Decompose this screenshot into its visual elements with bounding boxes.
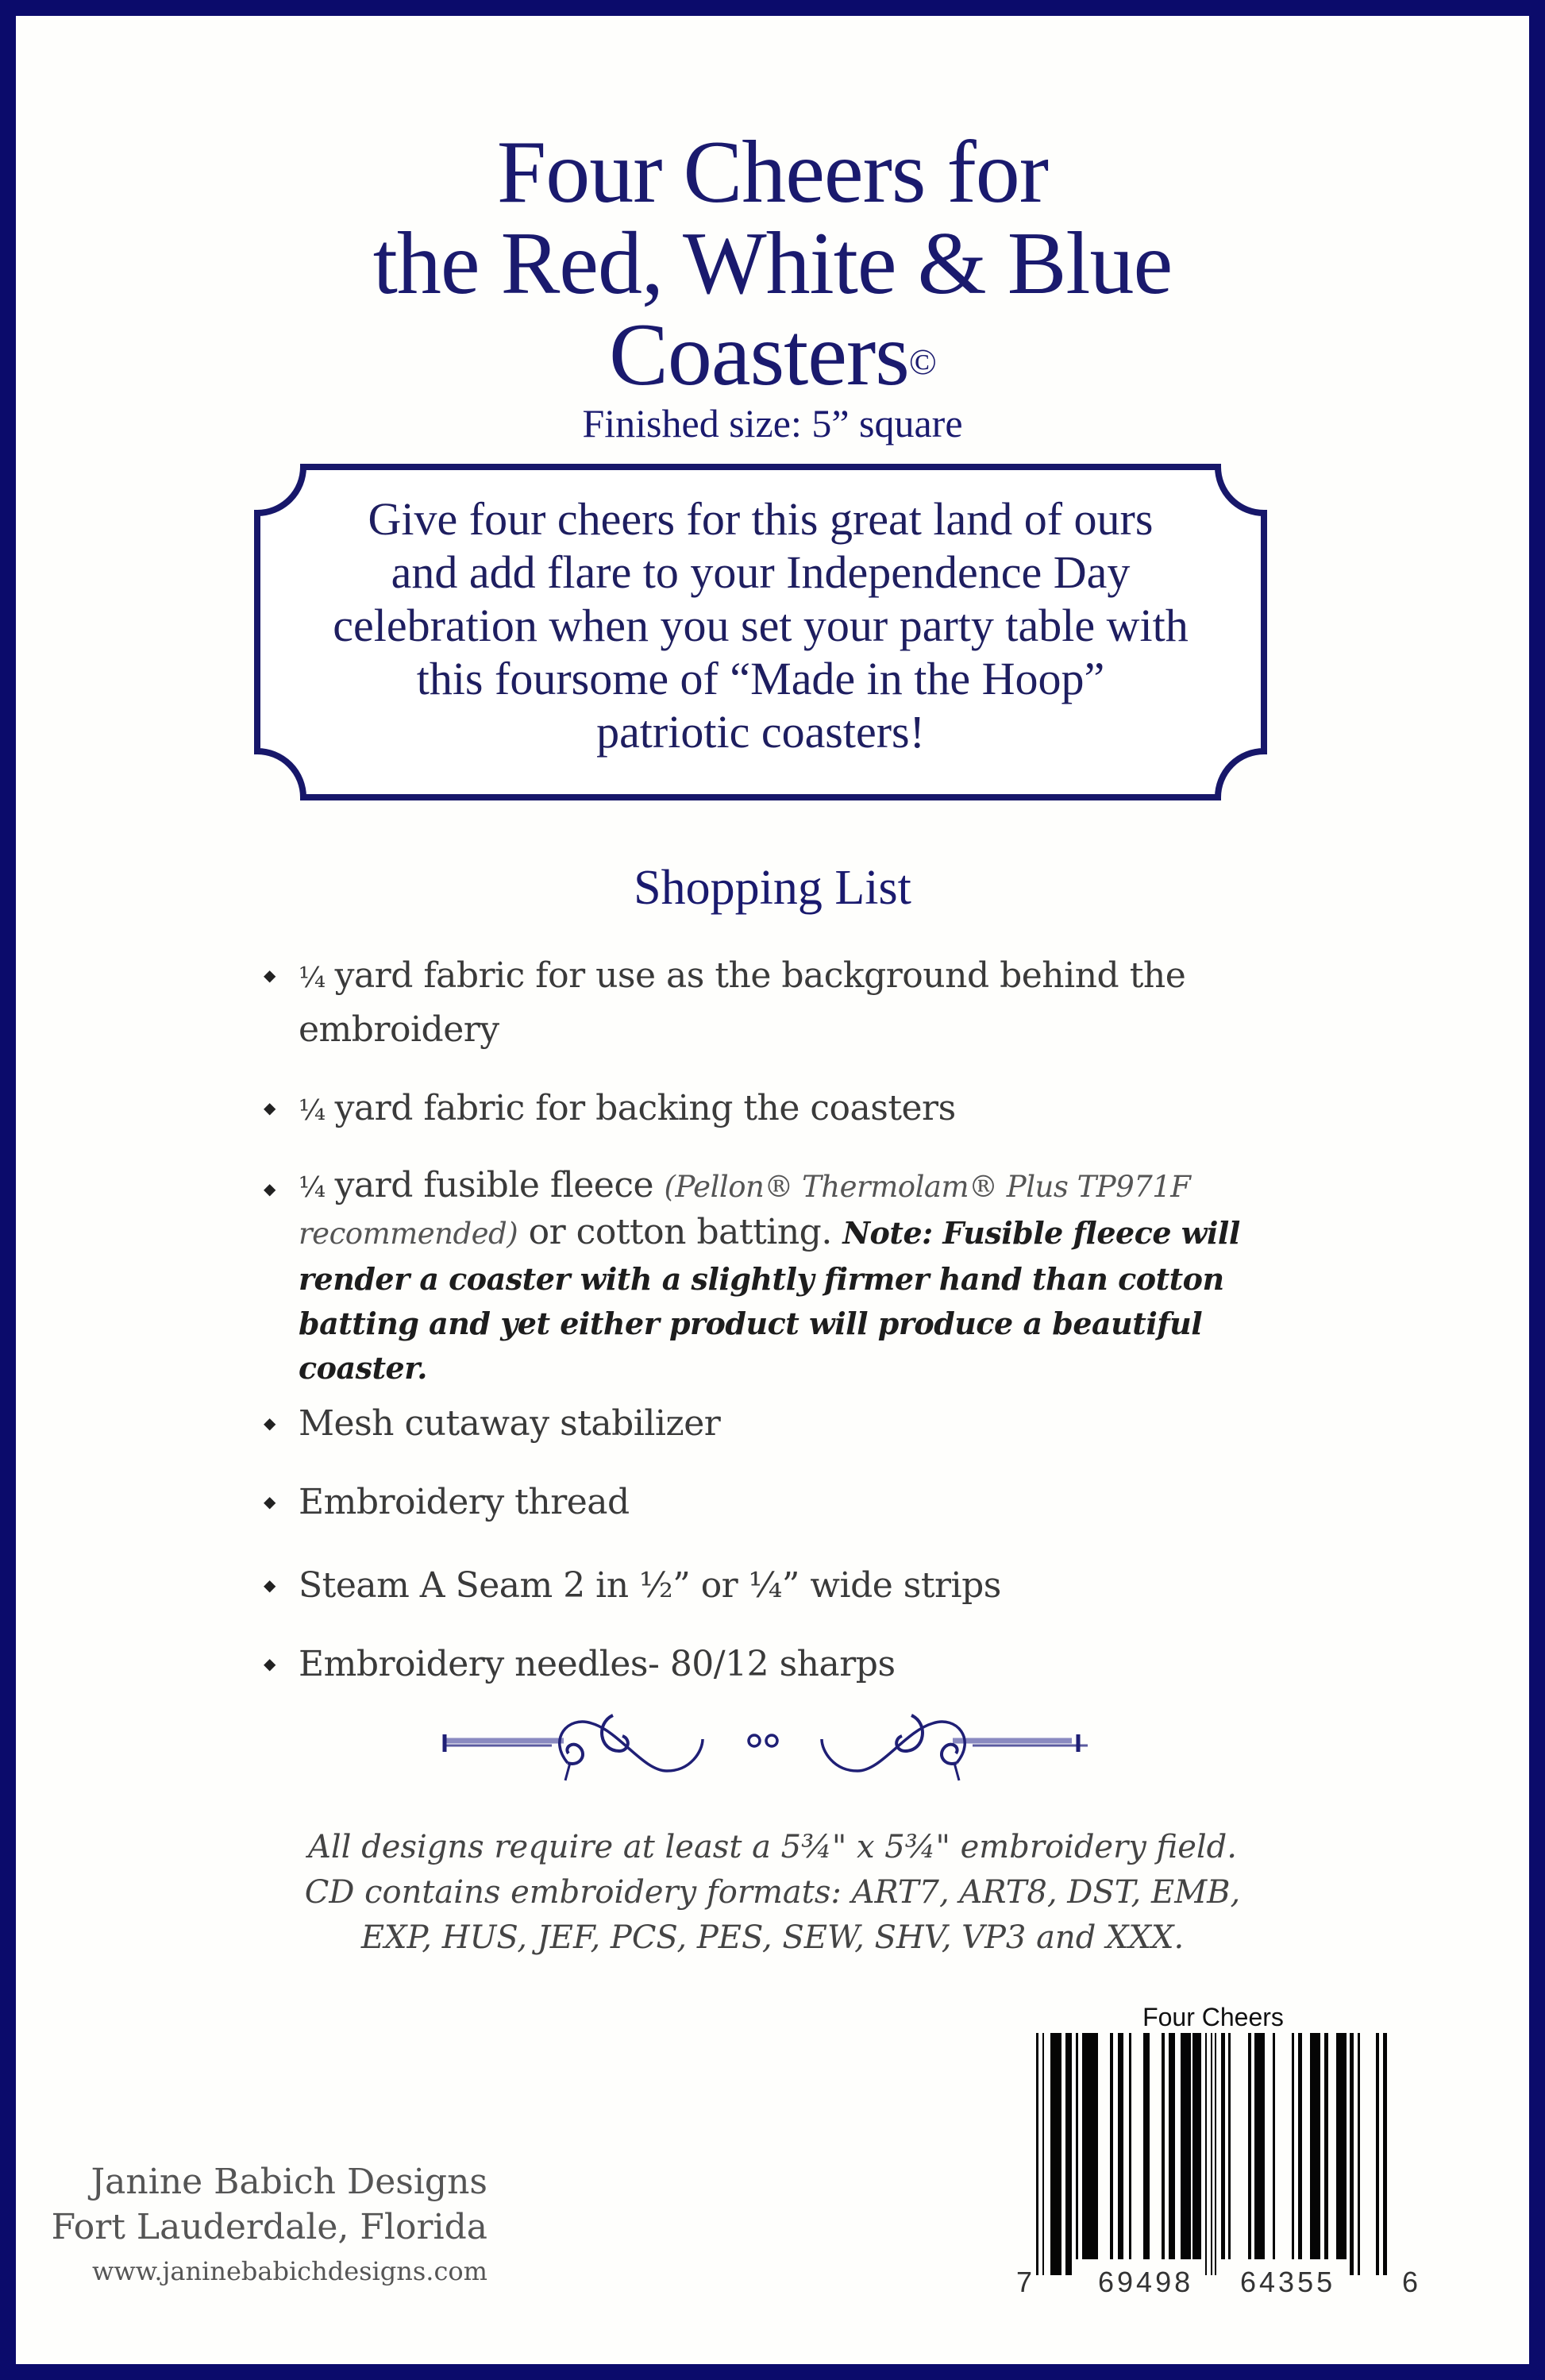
title-line-3 — [0, 306, 1545, 404]
promo-line: celebration when you set your party table with — [333, 600, 1189, 651]
product-recommendation: (Pellon® Thermolam® Plus TP971F recommended) — [299, 1170, 1191, 1251]
promo-line: this foursome of “Made in the Hoop” — [416, 653, 1105, 704]
shopping-list-heading: Shopping List — [634, 861, 911, 915]
list-item — [262, 950, 1299, 1055]
promo-line: patriotic coasters! — [596, 706, 925, 758]
list-item — [262, 1398, 1294, 1449]
formats-line-2: EXP, HUS, JEF, PCS, PES, SEW, SHV, VP3 and XXX. — [360, 1919, 1185, 1956]
publisher-website-link[interactable]: www.janinebabichdesigns.com — [91, 2256, 487, 2286]
diamond-bullet-icon: ◆ — [264, 1179, 275, 1198]
list-item-text-after: or cotton batting. — [518, 1212, 843, 1252]
fraction: ¼ — [299, 962, 325, 994]
barcode-bars-icon — [1016, 2033, 1413, 2287]
list-item-text: Mesh cutaway stabilizer — [299, 1403, 721, 1444]
publisher-name: Janine Babich Designs — [91, 2162, 487, 2202]
list-item-text: Steam A Seam 2 in ½” or ¼” wide strips — [299, 1565, 1001, 1606]
fleece-note: Note: Fusible fleece will render a coaster with a slightly firmer hand than cotton batting and yet either product will produce a beautiful coaster. — [299, 1215, 1240, 1386]
formats-line-1: CD contains embroidery formats: ART7, ART8, DST, EMB, — [304, 1874, 1241, 1911]
shopping-list — [262, 950, 1294, 1717]
barcode-digits-left: 69498 — [1098, 2266, 1194, 2298]
list-item-text: yard fusible fleece — [324, 1165, 665, 1205]
promo-line: and add flare to your Independence Day — [391, 546, 1131, 598]
list-item-text: yard fabric for use as the background behind the embroidery — [299, 955, 1186, 1050]
promo-box — [254, 464, 1267, 800]
publisher-location: Fort Lauderdale, Florida — [51, 2207, 487, 2247]
diamond-bullet-icon: ◆ — [264, 1098, 275, 1117]
list-item-text: Embroidery thread — [299, 1482, 630, 1522]
list-item — [262, 1163, 1315, 1390]
diamond-bullet-icon: ◆ — [264, 1576, 275, 1595]
barcode-digit-first: 7 — [1016, 2266, 1036, 2298]
diamond-bullet-icon: ◆ — [264, 1414, 275, 1433]
list-item — [262, 1476, 1294, 1528]
promo-text — [254, 492, 1267, 758]
list-item — [262, 1082, 1294, 1136]
title-coasters: Coasters — [609, 306, 909, 404]
list-item — [262, 1560, 1294, 1611]
promo-line: Give four cheers for this great land of ours — [368, 493, 1154, 545]
diamond-bullet-icon: ◆ — [264, 1492, 275, 1511]
barcode-label: Four Cheers — [1142, 2003, 1284, 2031]
scroll-flourish-divider-icon — [429, 1707, 1096, 1787]
diamond-bullet-icon: ◆ — [264, 1654, 275, 1673]
fraction: ¼ — [299, 1094, 325, 1127]
copyright-icon: © — [908, 341, 936, 382]
upc-barcode — [1016, 1992, 1422, 2309]
list-item-text: Embroidery needles- 80/12 sharps — [299, 1644, 896, 1684]
list-item — [262, 1638, 1294, 1690]
barcode-digits-right: 64355 — [1240, 2266, 1336, 2298]
finished-size: Finished size: 5” square — [582, 401, 963, 446]
title-line-2: the Red, White & Blue — [372, 214, 1173, 313]
list-item-text: yard fabric for backing the coasters — [324, 1088, 956, 1128]
diamond-bullet-icon: ◆ — [264, 966, 275, 985]
embroidery-field-requirement: All designs require at least a 5¾" x 5¾" embroidery field. — [308, 1829, 1237, 1865]
fraction: ¼ — [299, 1171, 325, 1204]
barcode-digit-last: 6 — [1402, 2266, 1422, 2298]
title-line-1: Four Cheers for — [496, 123, 1049, 222]
